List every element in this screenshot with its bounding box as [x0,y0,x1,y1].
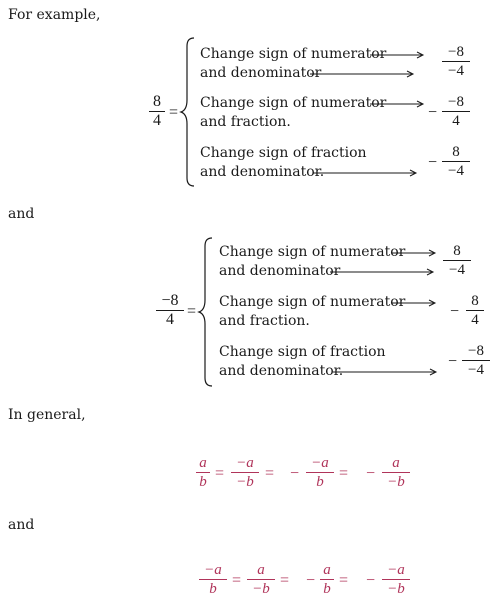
example2-row3-line2: and denominator. [219,363,344,379]
example1-row2-minus: − [428,104,438,121]
example1-equals: = [169,104,179,121]
example2-row2-minus: − [450,303,460,320]
example2-row1-numerator: 8 [453,243,461,259]
example2-row2-denominator: 4 [471,312,479,328]
example2-row1-denominator: −4 [449,262,465,278]
example2-row2-fraction [466,293,484,328]
general1-equals-1: = [215,465,225,482]
general1-fraction-2 [231,455,259,490]
fraction-bar [320,579,334,580]
fraction-bar [442,111,470,112]
general2-f2-denominator: −b [252,581,270,597]
general2-equals-2: = [280,572,290,589]
fraction-bar [442,61,470,62]
general2-f1-numerator: −a [204,562,222,578]
general1-f1-numerator: a [199,455,207,471]
example2-brace [198,236,218,388]
general2-minus-1: − [306,572,316,589]
example1-row1-arrow1 [370,50,430,60]
fraction-bar [443,260,471,261]
fraction-bar [382,472,410,473]
fraction-bar [306,472,334,473]
conjunction-and-2: and [8,517,35,533]
example2-row3-arrow [333,367,443,377]
general1-fraction-3 [306,455,334,490]
example1-row3-fraction [442,144,470,179]
general1-minus-1: − [290,465,300,482]
general1-f1-denominator: b [199,474,207,490]
general2-f4-denominator: −b [387,581,405,597]
example2-row2-line2: and fraction. [219,313,310,329]
general1-f3-numerator: −a [311,455,329,471]
general1-fraction-1 [196,455,210,490]
example2-row1-fraction [443,243,471,278]
conjunction-and: and [8,206,35,222]
example1-row2-fraction [442,94,470,129]
example1-brace [180,36,200,188]
example2-row1-line1: Change sign of numerator [219,244,406,260]
example2-lhs-fraction [156,293,184,328]
general2-equals-1: = [232,572,242,589]
example1-lhs-fraction [149,94,165,129]
fraction-bar [466,310,484,311]
example1-row3-arrow [313,168,423,178]
general2-f3-denominator: b [323,581,331,597]
general1-f4-numerator: a [392,455,400,471]
fraction-bar [231,472,259,473]
example2-row3-numerator: −8 [468,343,484,359]
fraction-bar [196,472,210,473]
intro-text: For example, [8,7,101,23]
fraction-bar [462,360,490,361]
fraction-bar [247,579,275,580]
general2-f2-numerator: a [257,562,265,578]
example1-row3-line2: and denominator. [200,164,325,180]
example1-row3-numerator: 8 [452,144,460,160]
example2-row3-fraction [462,343,490,378]
general2-f1-denominator: b [209,581,217,597]
example1-row1-arrow2 [310,69,420,79]
example2-row2-numerator: 8 [471,293,479,309]
general2-fraction-2 [247,562,275,597]
example1-row1-line1: Change sign of numerator [200,46,387,62]
example2-lhs-denominator: 4 [166,311,174,328]
general2-fraction-3 [320,562,334,597]
example1-row1-denominator: −4 [448,63,464,79]
fraction-bar [382,579,410,580]
general2-minus-2: − [366,572,376,589]
example1-row2-line2: and fraction. [200,114,291,130]
general1-f4-denominator: −b [387,474,405,490]
example2-row1-arrow2 [330,267,440,277]
example1-row2-line1: Change sign of numerator [200,95,387,111]
general1-f2-denominator: −b [236,474,254,490]
general1-equals-2: = [265,465,275,482]
example2-row2-line1: Change sign of numerator [219,294,406,310]
general1-equals-3: = [339,465,349,482]
example2-row3-minus: − [448,353,458,370]
example2-row1-line2: and denominator [219,263,341,279]
general2-fraction-4 [382,562,410,597]
general2-equals-3: = [339,572,349,589]
example2-lhs-numerator: −8 [161,292,179,309]
example2-row2-arrow [392,298,442,308]
example1-row2-arrow [370,99,430,109]
example1-row3-minus: − [428,154,438,171]
example2-row1-arrow1 [392,248,442,258]
example1-row1-numerator: −8 [448,44,464,60]
general2-f3-numerator: a [323,562,331,578]
example1-lhs-denominator: 4 [153,112,161,129]
example2-row3-line1: Change sign of fraction [219,344,386,360]
example1-row2-numerator: −8 [448,94,464,110]
example1-row1-fraction [442,44,470,79]
in-general-text: In general, [8,407,86,423]
general2-f4-numerator: −a [387,562,405,578]
example2-row3-denominator: −4 [468,362,484,378]
general1-minus-2: − [366,465,376,482]
example1-lhs-numerator: 8 [153,93,161,110]
general1-fraction-4 [382,455,410,490]
example1-row3-denominator: −4 [448,163,464,179]
fraction-bar [442,161,470,162]
general1-f3-denominator: b [316,474,324,490]
example1-row2-denominator: 4 [452,113,460,129]
fraction-bar [199,579,227,580]
general2-fraction-1 [199,562,227,597]
example1-row1-line2: and denominator [200,65,322,81]
example1-row3-line1: Change sign of fraction [200,145,367,161]
general1-f2-numerator: −a [236,455,254,471]
example2-equals: = [187,303,197,320]
